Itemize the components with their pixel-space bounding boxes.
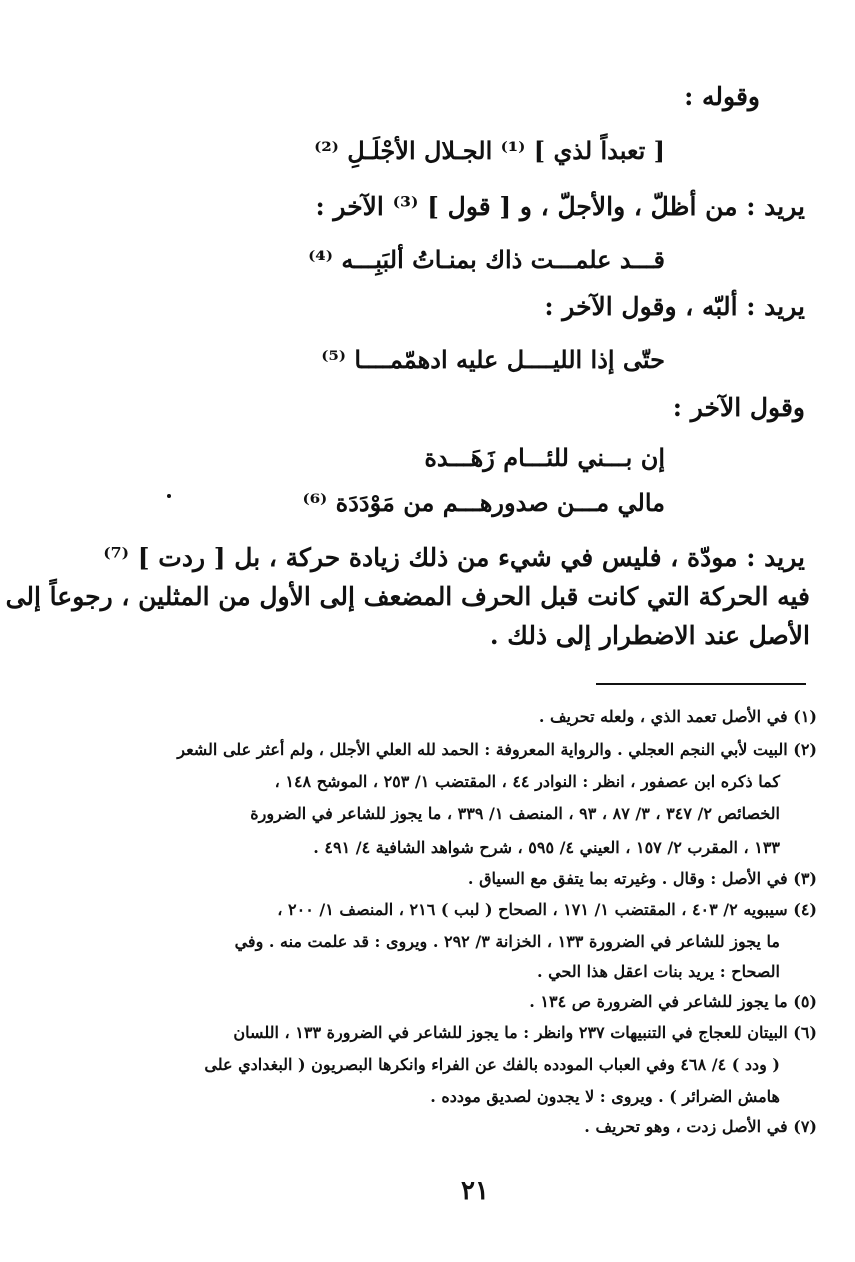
paragraph-line-1: يريد : مودّة ، فليس في شيء من ذلك زيادة حركة ، بل [ ردت ] ⁽⁷⁾ [103, 543, 805, 572]
text-line-4: وقول الآخر : [672, 393, 805, 422]
footnote-separator [596, 683, 806, 685]
footnote-4: (٤) سيبويه ٢/ ٤٠٣ ، المقتضب ١/ ١٧١ ، الصحاح ( لبب ) ٢١٦ ، المنصف ١/ ٢٠٠ ، [277, 900, 817, 919]
verse-4a: إن بـــني للئـــام زَهَـــدة [424, 443, 665, 472]
footnote-2-cont-2: الخصائص ٢/ ٣٤٧ ، ٣/ ٨٧ ، ٩٣ ، المنصف ١/ ٣٣٩ ، ما يجوز للشاعر في الضرورة [250, 804, 780, 823]
verse-3: حتّى إذا الليــــل عليه ادهمّمــــا ⁽⁵⁾ [321, 345, 665, 374]
verse-4b: مالي مـــن صدورهـــم من مَوْدَدَة ⁽⁶⁾ [302, 488, 665, 517]
verse-2: قـــد علمـــت ذاك بمنـاتُ ألبَبِـــه ⁽⁴⁾ [308, 245, 665, 274]
footnote-7: (٧) في الأصل زدت ، وهو تحريف . [584, 1117, 817, 1136]
text-line-1: وقوله : [684, 82, 760, 111]
paragraph-line-3: الأصل عند الاضطرار إلى ذلك . [489, 621, 810, 650]
footnote-1: (١) في الأصل تعمد الذي ، ولعله تحريف . [538, 707, 817, 726]
text-line-3: يريد : ألبّه ، وقول الآخر : [544, 292, 805, 321]
footnote-6-cont-1: ( ودد ) ٤/ ٤٦٨ وفي العباب المودده بالفك عن الفراء وانكرها البصريون ( البغدادي على [204, 1055, 780, 1074]
footnote-4-cont-2: الصحاح : يريد بنات اعقل هذا الحي . [536, 962, 780, 981]
footnote-6: (٦) البيتان للعجاج في التنبيهات ٢٣٧ وانظر : ما يجوز للشاعر في الضرورة ١٣٣ ، اللسان [233, 1023, 817, 1042]
footnote-2-cont-1: كما ذكره ابن عصفور ، انظر : النوادر ٤٤ ، المقتضب ١/ ٢٥٣ ، الموشح ١٤٨ ، [274, 772, 780, 791]
footnote-3: (٣) في الأصل : وقال . وغيرته بما يتفق مع السياق . [467, 869, 817, 888]
footnote-2-cont-3: ١٣٣ ، المقرب ٢/ ١٥٧ ، العيني ٤/ ٥٩٥ ، شرح شواهد الشافية ٤/ ٤٩١ . [313, 838, 780, 857]
verse-1: [ تعبداً لذي ] ⁽¹⁾ الجـلال الأجْلَـلِ ⁽²⁾ [314, 136, 665, 165]
text-line-2: يريد : من أظلّ ، والأجلّ ، و [ قول ] ⁽³⁾ الآخر : [315, 192, 805, 221]
footnote-5: (٥) ما يجوز للشاعر في الضرورة ص ١٣٤ . [529, 992, 817, 1011]
footnote-2: (٢) البيت لأبي النجم العجلي . والرواية المعروفة : الحمد لله العلي الأجلل ، ولم أعثر على الشعر [177, 740, 817, 759]
paragraph-line-2: فيه الحركة التي كانت قبل الحرف المضعف إلى الأول من المثلين ، رجوعاً إلى [5, 582, 810, 611]
footnote-6-cont-2: هامش الضرائر ) . ويروى : لا يجدون لصديق مودده . [430, 1087, 780, 1106]
footnote-4-cont-1: ما يجوز للشاعر في الضرورة ١٣٣ ، الخزانة ٣/ ٢٩٢ . ويروى : قد علمت منه . وفي [234, 932, 780, 951]
stray-dot [167, 494, 171, 498]
page-number: ٢١ [461, 1176, 489, 1206]
